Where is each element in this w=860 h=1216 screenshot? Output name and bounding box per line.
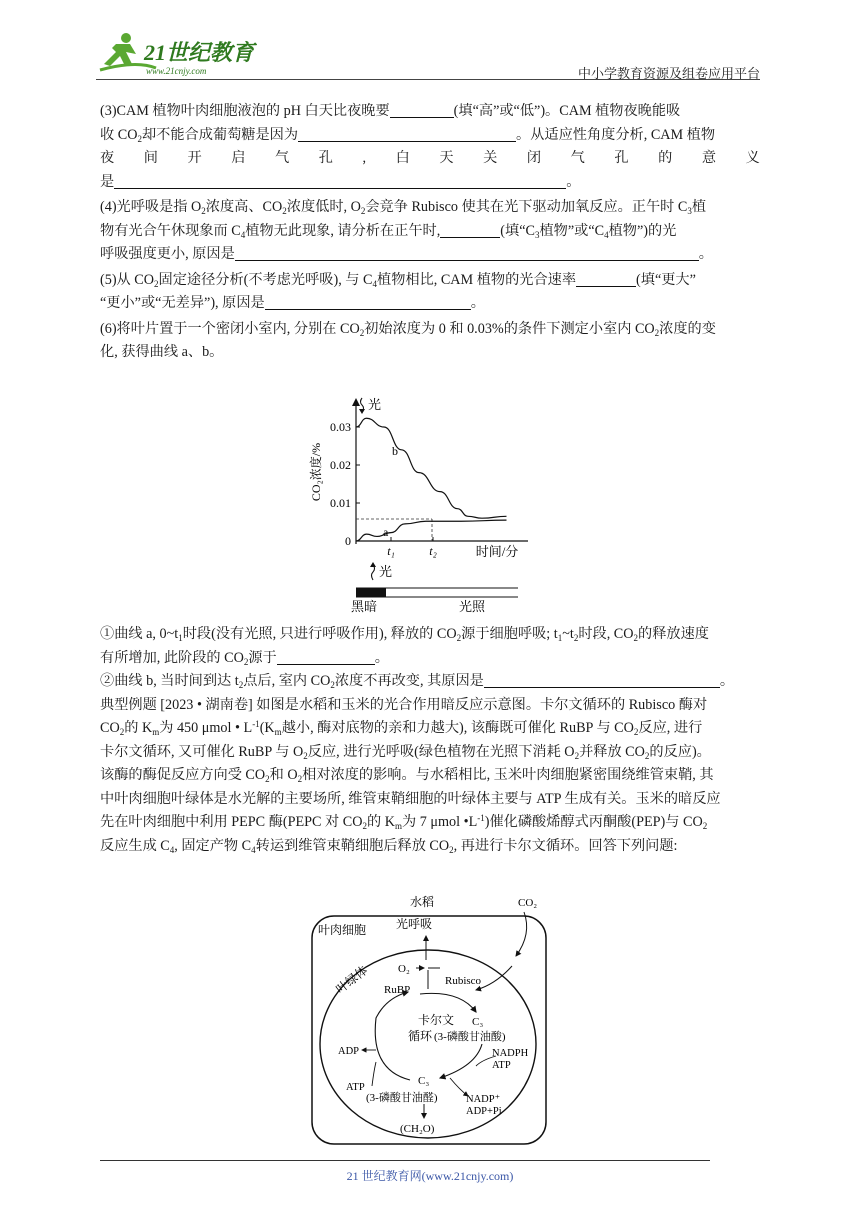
q3-word: 意 [701, 150, 717, 166]
c3-top-label: C₃ [472, 1016, 484, 1028]
ch2o-label: (CH₂O) [400, 1123, 435, 1135]
answer-blank[interactable] [440, 221, 500, 238]
y-tick-label: 0 [345, 534, 351, 548]
co2-concentration-chart [300, 392, 530, 614]
y-axis-label: CO₂浓度/% [309, 442, 323, 502]
svg-text:光: 光 [368, 397, 382, 412]
question-body [100, 100, 760, 365]
calvin-label-2: 循环 [408, 1029, 433, 1043]
q3-word: , [362, 150, 367, 166]
q3-word: 孔 [318, 150, 333, 166]
curve-b [356, 418, 507, 518]
q3-line-3 [100, 147, 760, 171]
q3-word: 夜 [100, 150, 115, 166]
light-arrow-top [359, 397, 381, 414]
x-tick-label: t₁ [387, 544, 395, 558]
c3-bottom-label: C₃ [418, 1075, 430, 1087]
nadph-label: NADPH [492, 1048, 529, 1059]
footer-divider [100, 1160, 710, 1161]
answer-blank[interactable] [277, 648, 375, 665]
q3-word: 开 [187, 150, 202, 166]
rice-dark-reaction-diagram [300, 894, 550, 1148]
platform-name: 中小学教育资源及组卷应用平台 [577, 67, 760, 82]
q3-word: 天 [439, 150, 454, 166]
pga-label: (3-磷酸甘油酸) [434, 1031, 506, 1043]
q6-line-1: (6)将叶片置于一个密闭小室内, 分别在 $CO_2$初始浓度为 0 和 0.03%的条件下测定小室内 $CO_2$浓度的变 [100, 320, 716, 338]
curve-a [356, 520, 507, 541]
q3-line-1: (3)CAM 植物叶肉细胞液泡的 pH 白天比夜晚要 (填“高”或“低”)。CAM 植物夜晚能吸 [100, 103, 681, 119]
co2-label: CO₂ [518, 897, 538, 909]
answer-blank[interactable] [484, 671, 720, 688]
atp-right-label: ATP [492, 1060, 511, 1071]
example-line-6: 先在叶肉细胞中利用 PEPC 酶(PEPC 对 $CO_2$的 $K_m$为 7 μmol $•L^{-1}$)催化磷酸烯醇式丙酮酸(PEP)与 $CO_2$ [100, 813, 708, 831]
example-line-5: 中叶肉细胞叶绿体是水光解的主要场所, 维管束鞘细胞的叶绿体主要与 ATP 生成有关。玉米的暗反应 [100, 790, 721, 807]
photorespiration-label: 光呼吸 [396, 917, 433, 931]
example-line-3: 卡尔文循环, 又可催化 RuBP 与 $O_2$反应, 进行光呼吸(绿色植物在光照下消耗 $O_2$并释放 $CO_2$的反应)。 [100, 743, 711, 761]
y-tick-label: 0.01 [330, 496, 351, 510]
mesophyll-label: 叶肉细胞 [318, 923, 367, 937]
chloroplast-label: 叶绿体 [333, 963, 371, 997]
rubisco-label: Rubisco [445, 975, 482, 987]
page-header [96, 30, 760, 82]
y-tick-label: 0.03 [330, 420, 351, 434]
q5-line-2: “更小”或“无差异”), 原因是 。 [100, 295, 485, 311]
nadp-label: NADP⁺ [466, 1094, 501, 1105]
x-axis-label: 时间/分 [475, 544, 519, 559]
nadp-output [450, 1078, 468, 1096]
diagram-title: 水稻 [410, 895, 435, 909]
x-tick-label: t₂ [429, 544, 437, 558]
answer-blank[interactable] [390, 101, 454, 118]
q3-word: 闭 [526, 150, 542, 166]
example-line-4: 该酶的酶促反应方向受 $CO_2$和 $O_2$相对浓度的影响。与水稻相比, 玉米叶肉细胞紧密围绕维管束鞘, 其 [100, 767, 714, 784]
adp-pi-label: ADP+Pi [466, 1106, 502, 1117]
answer-blank[interactable] [576, 270, 636, 287]
logo-url: www.21cnjy.com [146, 66, 207, 76]
footer-text: 21 世纪教育网(www.21cnjy.com) [346, 1169, 514, 1183]
series-label-b: b [392, 444, 398, 458]
series-label-a: a [383, 525, 389, 539]
sub1-line-1: ①曲线 a, $0\sim t_1$时段(没有光照, 只进行呼吸作用), 释放的 $CO_2$源于细胞呼吸; $t_1\sim t_2$时段, $CO_2$的释放速度 [100, 626, 709, 643]
logo-title: 21世纪教育 [144, 40, 255, 65]
q3-word: 关 [483, 150, 498, 166]
q4-line-2: 物有光合午休现象而 $C_4$植物无此现象, 请分析在正午时, (填“$C_3$植物”或“$C_4$植物”)的光 [100, 222, 677, 240]
q4-line-3: 呼吸强度更小, 原因是 。 [100, 246, 713, 262]
g3p-label: (3-磷酸甘油醛) [366, 1092, 438, 1104]
y-axis-arrow [352, 398, 360, 406]
light-label: 光照 [458, 599, 486, 614]
q3-word: 气 [275, 150, 290, 166]
q3-word: 的 [658, 150, 673, 166]
q3-word: 义 [745, 150, 760, 166]
cycle-arc-left [375, 992, 410, 1080]
cycle-arc-bottom-right [440, 1044, 482, 1078]
example-line-7: 反应生成 $C_4$, 固定产物 $C_4$转运到维管束鞘细胞后释放 $CO_2$, 再进行卡尔文循环。回答下列问题: [100, 837, 678, 855]
example-line-1: 典型例题 [2023 • 湖南卷] 如图是水稻和玉米的光合作用暗反应示意图。卡尔文循环的 Rubisco 酶对 [100, 696, 708, 713]
q3-word: 间 [143, 150, 158, 166]
co2-entry-arrow [516, 912, 527, 956]
atp-left-label: ATP [346, 1082, 365, 1093]
dark-label: 黑暗 [350, 599, 378, 614]
q3-word: 孔 [614, 150, 629, 166]
answer-blank[interactable] [298, 125, 516, 142]
q3-word: 气 [570, 150, 585, 166]
calvin-label-1: 卡尔文 [418, 1013, 455, 1027]
answer-blank[interactable] [235, 244, 699, 261]
answer-blank[interactable] [114, 172, 566, 189]
cycle-arc-top-right [420, 993, 476, 1012]
q3-line-2: 收 $CO_2$却不能合成葡萄糖是因为 。从适应性角度分析, CAM 植物 [100, 126, 716, 144]
light-arrow-bottom [370, 562, 392, 580]
q6-line-2: 化, 获得曲线 a、b。 [100, 344, 224, 360]
q4-line-1: (4)光呼吸是指 $O_2$浓度高、$CO_2$浓度低时, $O_2$会竞争 Rubisco 使其在光下驱动加氧反应。正午时 $C_3$植 [100, 199, 707, 216]
example-line-2: $CO_2$的 $K_m$为 450 μmol • $L^{-1}(K_m$越小, 酶对底物的亲和力越大), 该酶既可催化 RuBP 与 $CO_2$反应, 进行 [100, 719, 703, 737]
dark-period-bar [356, 588, 386, 597]
sub2-line: ②曲线 b, 当时间到达 $t_2$点后, 室内 $CO_2$浓度不再改变, 其原因是 。 [100, 673, 735, 690]
q3-word: 启 [231, 150, 246, 166]
adp-label: ADP [338, 1046, 360, 1057]
sub1-line-2: 有所增加, 此阶段的 $CO_2$源于 。 [100, 649, 389, 667]
y-tick-label: 0.02 [330, 458, 351, 472]
question-body-lower [100, 623, 760, 858]
header-divider [96, 79, 760, 80]
atp-input [372, 1062, 376, 1086]
x-ticks [387, 537, 437, 558]
o2-label: O₂ [398, 963, 410, 975]
rubp-label: RuBP [384, 984, 411, 996]
q3-line-4: 是 。 [100, 173, 581, 190]
q3-word: 白 [395, 150, 410, 166]
q5-line-1: (5)从 $CO_2$固定途径分析(不考虑光呼吸), 与 $C_4$植物相比, CAM 植物的光合速率 (填“更大” [100, 271, 696, 289]
site-logo [96, 30, 266, 80]
answer-blank[interactable] [265, 293, 471, 310]
svg-text:光: 光 [379, 564, 393, 579]
